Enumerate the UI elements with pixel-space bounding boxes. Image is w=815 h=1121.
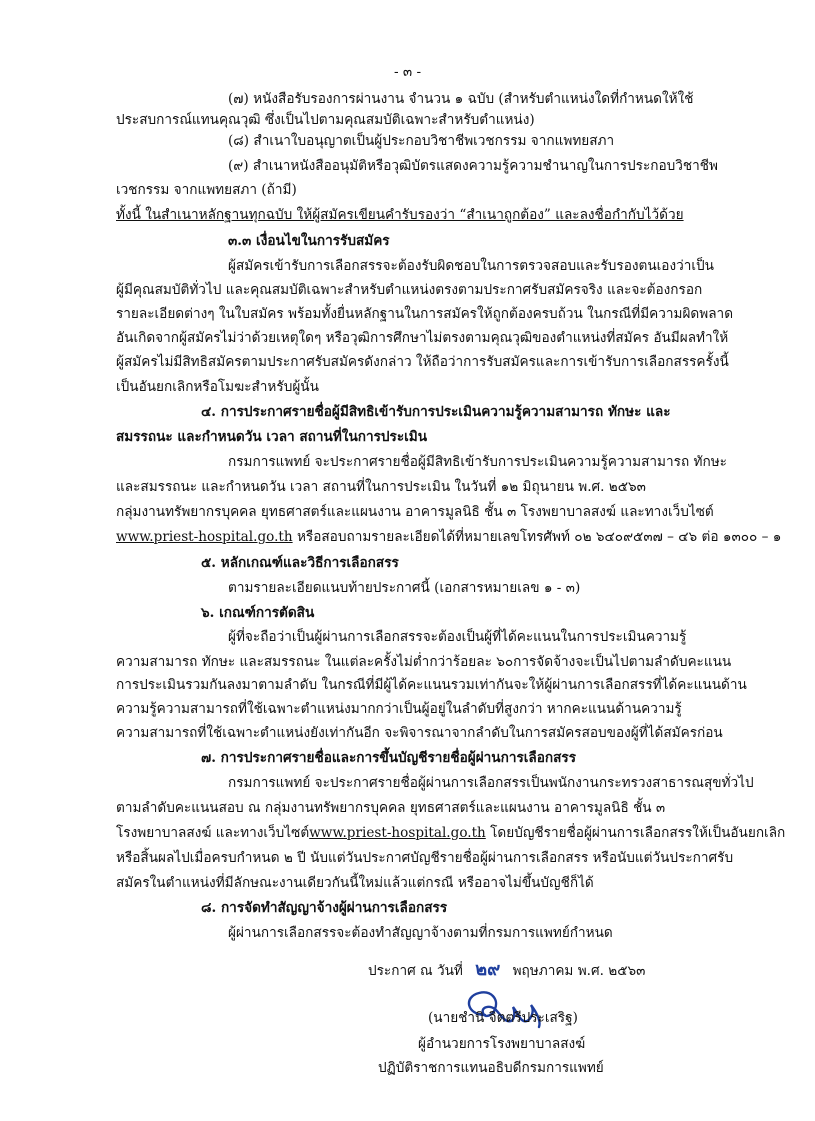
section-3-3-text: อันเกิดจากผู้สมัครไม่ว่าด้วยเหตุใดๆ หรือวุฒิการศึกษาไม่ตรงตามคุณวุฒิของตำแหน่งที่สมัคร อันมีผลทำให้ — [116, 330, 729, 346]
section-4-heading: สมรรถนะ และกำหนดวัน เวลา สถานที่ในการประเมิน — [116, 429, 428, 445]
website-link[interactable]: www.priest-hospital.go.th — [309, 825, 486, 841]
section-5-heading: ๕. หลักเกณฑ์และวิธีการเลือกสรร — [201, 555, 399, 571]
section-4-heading: ๔. การประกาศรายชื่อผู้มีสิทธิเข้ารับการประเมินความรู้ความสามารถ ทักษะ และ — [201, 404, 671, 420]
announcement-date — [368, 960, 645, 981]
section-6-text: ผู้ที่จะถือว่าเป็นผู้ผ่านการเลือกสรรจะต้องเป็นผู้ที่ได้คะแนนในการประเมินความรู้ — [228, 629, 687, 645]
signer-name: (นายชำนิ จิตตรีประเสริฐ) — [428, 1010, 578, 1026]
section-3-3-heading: ๓.๓ เงื่อนไขในการรับสมัคร — [228, 233, 390, 249]
section-5-text: ตามรายละเอียดแนบท้ายประกาศนี้ (เอกสารหมายเลข ๑ - ๓) — [228, 580, 581, 596]
section-7-text: หรือสิ้นผลไปเมื่อครบกำหนด ๒ ปี นับแต่วันประกาศบัญชีรายชื่อผู้ผ่านการเลือกสรร หรือนับแต่วันประกาศรับ — [116, 850, 734, 866]
section-6-text: ความสามารถที่ใช้เฉพาะตำแหน่งยังเท่ากันอีก จะพิจารณาจากลำดับในการสมัครสอบของผู้ที่ได้สมัครก่อน — [116, 725, 723, 741]
section-3-3-text: ผู้มีคุณสมบัติทั่วไป และคุณสมบัติเฉพาะสำหรับตำแหน่งตรงตามประกาศรับสมัครจริง และจะต้องกรอก — [116, 282, 703, 298]
website-link[interactable]: www.priest-hospital.go.th — [116, 529, 293, 545]
section-6-text: ความรู้ความสามารถที่ใช้เฉพาะตำแหน่งมากกว่าเป็นผู้อยู่ในลำดับที่สูงกว่า หากคะแนนด้านความรู้ — [116, 701, 682, 717]
section-7-text: โรงพยาบาลสงฆ์ และทางเว็บไซต์ — [116, 825, 310, 841]
section-7-heading: ๗. การประกาศรายชื่อและการขึ้นบัญชีรายชื่อผู้ผ่านการเลือกสรร — [201, 750, 577, 766]
doc-item-9-line-2: เวชกรรม จากแพทยสภา (ถ้ามี) — [116, 182, 297, 198]
announcement-date-suffix: พฤษภาคม พ.ศ. ๒๕๖๓ — [512, 963, 646, 979]
section-8-heading: ๘. การจัดทำสัญญาจ้างผู้ผ่านการเลือกสรร — [201, 900, 448, 916]
section-8-text: ผู้ผ่านการเลือกสรรจะต้องทำสัญญาจ้างตามที่กรมการแพทย์กำหนด — [228, 925, 613, 941]
section-7-text: กรมการแพทย์ จะประกาศรายชื่อผู้ผ่านการเลือกสรรเป็นพนักงานกระทรวงสาธารณสุขทั่วไป — [228, 775, 754, 791]
section-6-text: ความสามารถ ทักษะ และสมรรถนะ ในแต่ละครั้งไม่ต่ำกว่าร้อยละ ๖๐การจัดจ้างจะเป็นไปตามลำดับคะแนน — [116, 654, 732, 670]
section-4-contact-text: หรือสอบถามรายละเอียดได้ที่หมายเลขโทรศัพท์ ๐๒ ๖๔๐๙๕๓๗ – ๔๖ ต่อ ๑๓๐๐ – ๑ — [296, 529, 782, 545]
doc-item-7-line-1: (๗) หนังสือรับรองการผ่านงาน จำนวน ๑ ฉบับ (สำหรับตำแหน่งใดที่กำหนดให้ใช้ — [228, 91, 694, 107]
doc-item-9-line-1: (๙) สำเนาหนังสืออนุมัติหรือวุฒิบัตรแสดงความรู้ความชำนาญในการประกอบวิชาชีพ — [228, 158, 718, 174]
certification-note: ทั้งนี้ ในสำเนาหลักฐานทุกฉบับ ให้ผู้สมัครเขียนคำรับรองว่า “สำเนาถูกต้อง” และลงชื่อกำกับไว้ด้วย — [116, 207, 684, 223]
section-6-heading: ๖. เกณฑ์การตัดสิน — [201, 605, 315, 621]
section-7-text: โดยบัญชีรายชื่อผู้ผ่านการเลือกสรรให้เป็นอันยกเลิก — [485, 825, 786, 841]
section-3-3-text: รายละเอียดต่างๆ ในใบสมัคร พร้อมทั้งยื่นหลักฐานในการสมัครให้ถูกต้องครบถ้วน ในกรณีที่มีความผิดพลาด — [116, 306, 734, 322]
section-7-text: ตามลำดับคะแนนสอบ ณ กลุ่มงานทรัพยากรบุคคล ยุทธศาสตร์และแผนงาน อาคารมูลนิธิ ชั้น ๓ — [116, 800, 666, 816]
section-7-text: สมัครในตำแหน่งที่มีลักษณะงานเดียวกันนี้ใหม่แล้วแต่กรณี หรืออาจไม่ขึ้นบัญชีก็ได้ — [116, 875, 594, 891]
section-4-text: กลุ่มงานทรัพยากรบุคคล ยุทธศาสตร์และแผนงาน อาคารมูลนิธิ ชั้น ๓ โรงพยาบาลสงฆ์ และทางเว็บไซต์ — [116, 504, 714, 520]
section-4-text: กรมการแพทย์ จะประกาศรายชื่อผู้มีสิทธิเข้ารับการประเมินความรู้ความสามารถ ทักษะ — [228, 454, 727, 470]
page-number: - ๓ - — [393, 64, 422, 80]
section-6-text: การประเมินรวมกันลงมาตามลำดับ ในกรณีที่มีผู้ได้คะแนนรวมเท่ากันจะให้ผู้ผ่านการเลือกสรรที่ได้คะแนนด้าน — [116, 677, 747, 693]
signer-role: ปฏิบัติราชการแทนอธิบดีกรมการแพทย์ — [378, 1060, 604, 1076]
handwritten-day: ๒๙ — [475, 959, 501, 980]
signer-title: ผู้อำนวยการโรงพยาบาลสงฆ์ — [418, 1036, 586, 1052]
doc-item-8: (๘) สำเนาใบอนุญาตเป็นผู้ประกอบวิชาชีพเวชกรรม จากแพทยสภา — [228, 133, 615, 149]
section-4-text-line-4 — [116, 527, 781, 547]
section-3-3-text: ผู้สมัครเข้ารับการเลือกสรรจะต้องรับผิดชอบในการตรวจสอบและรับรองตนเองว่าเป็น — [228, 258, 714, 274]
section-3-3-text: เป็นอันยกเลิกหรือโมฆะสำหรับผู้นั้น — [116, 379, 319, 395]
section-4-text: และสมรรถนะ และกำหนดวัน เวลา สถานที่ในการประเมิน ในวันที่ ๑๒ มิถุนายน พ.ศ. ๒๕๖๓ — [116, 479, 646, 495]
section-7-text-line-3 — [116, 823, 785, 843]
section-3-3-text: ผู้สมัครไม่มีสิทธิสมัครตามประกาศรับสมัครดังกล่าว ให้ถือว่าการรับสมัครและการเข้ารับการเลือกสรรครั้งนี้ — [116, 354, 729, 370]
announcement-date-prefix: ประกาศ ณ วันที่ — [368, 963, 463, 979]
doc-item-7-line-2: ประสบการณ์แทนคุณวุฒิ ซึ่งเป็นไปตามคุณสมบัติเฉพาะสำหรับตำแหน่ง) — [116, 112, 535, 128]
